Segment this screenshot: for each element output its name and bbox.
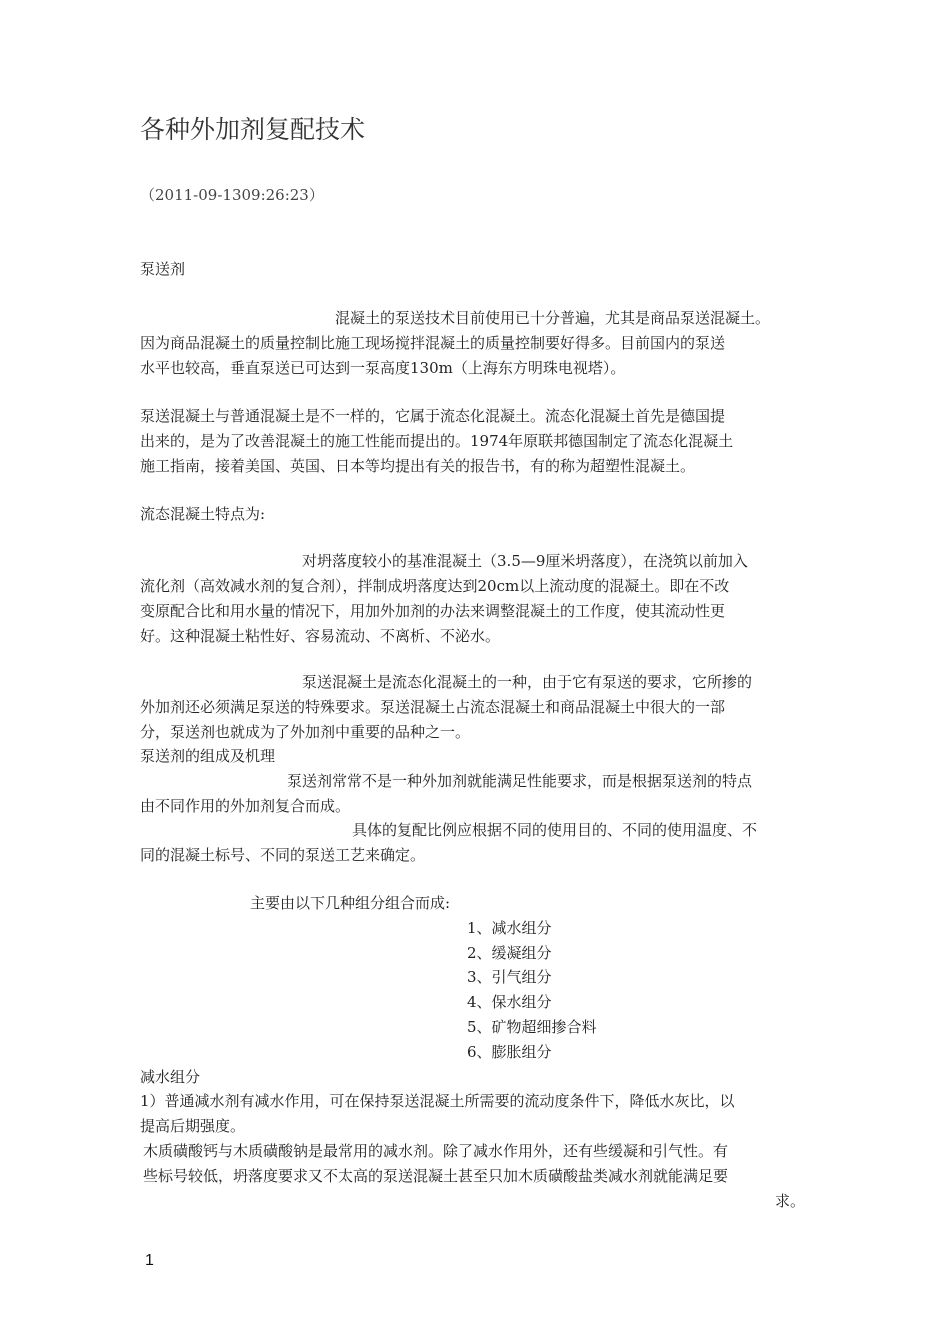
component-item: 1、减水组分 xyxy=(467,919,552,937)
paragraph-line: 对坍落度较小的基准混凝土（3.5—9厘米坍落度），在浇筑以前加入 xyxy=(302,552,748,570)
paragraph-line: 施工指南，接着美国、英国、日本等均提出有关的报告书，有的称为超塑性混凝土。 xyxy=(140,457,696,475)
paragraph-line: 分，泵送剂也就成为了外加剂中重要的品种之一。 xyxy=(140,723,471,741)
component-item: 6、膨胀组分 xyxy=(467,1043,552,1061)
heading-pump-agent: 泵送剂 xyxy=(140,260,186,278)
paragraph-line: 提高后期强度。 xyxy=(140,1117,246,1135)
paragraph-line: 外加剂还必须满足泵送的特殊要求。泵送混凝土占流态混凝土和商品混凝土中很大的一部 xyxy=(140,698,726,716)
heading-mechanism: 泵送剂的组成及机理 xyxy=(140,747,276,765)
paragraph-line: 由不同作用的外加剂复合而成。 xyxy=(140,797,351,815)
component-item: 3、引气组分 xyxy=(467,968,552,986)
publish-date: （2011-09-1309:26:23） xyxy=(140,186,324,204)
paragraph-line: 泵送混凝土是流态化混凝土的一种，由于它有泵送的要求，它所掺的 xyxy=(302,673,753,691)
paragraph-line: 木质磺酸钙与木质磺酸钠是最常用的减水剂。除了减水作用外，还有些缓凝和引气性。有 xyxy=(143,1142,729,1160)
document-title: 各种外加剂复配技术 xyxy=(140,115,366,144)
paragraph-line: 泵送剂常常不是一种外加剂就能满足性能要求，而是根据泵送剂的特点 xyxy=(287,772,753,790)
page-number: 1 xyxy=(145,1252,154,1269)
components-intro: 主要由以下几种组分组合而成: xyxy=(250,894,451,912)
paragraph-line: 因为商品混凝土的质量控制比施工现场搅拌混凝土的质量控制要好得多。目前国内的泵送 xyxy=(140,334,726,352)
paragraph-line: 好。这种混凝土粘性好、容易流动、不离析、不泌水。 xyxy=(140,627,501,645)
component-item: 4、保水组分 xyxy=(467,993,552,1011)
paragraph-line: 水平也较高，垂直泵送已可达到一泵高度130m（上海东方明珠电视塔）。 xyxy=(140,359,626,377)
component-item: 5、矿物超细掺合料 xyxy=(467,1018,597,1036)
paragraph-line: 同的混凝土标号、不同的泵送工艺来确定。 xyxy=(140,846,426,864)
paragraph-line: 泵送混凝土与普通混凝土是不一样的，它属于流态化混凝土。流态化混凝土首先是德国提 xyxy=(140,407,726,425)
paragraph-line: 些标号较低，坍落度要求又不太高的泵送混凝土甚至只加木质磺酸盐类减水剂就能满足要 xyxy=(143,1167,729,1185)
heading-water-reducing: 减水组分 xyxy=(140,1068,201,1086)
heading-features: 流态混凝土特点为: xyxy=(140,505,266,523)
paragraph-line: 求。 xyxy=(775,1192,806,1210)
paragraph-line: 具体的复配比例应根据不同的使用目的、不同的使用温度、不 xyxy=(352,821,758,839)
paragraph-line: 出来的，是为了改善混凝土的施工性能而提出的。1974年原联邦德国制定了流态化混凝土 xyxy=(140,432,734,450)
paragraph-line: 1）普通减水剂有减水作用，可在保持泵送混凝土所需要的流动度条件下，降低水灰比，以 xyxy=(140,1092,735,1110)
paragraph-line: 混凝土的泵送技术目前使用已十分普遍，尤其是商品泵送混凝土。 xyxy=(335,309,771,327)
component-item: 2、缓凝组分 xyxy=(467,944,552,962)
paragraph-line: 流化剂（高效减水剂的复合剂），拌制成坍落度达到20cm以上流动度的混凝土。即在不改 xyxy=(140,577,730,595)
paragraph-line: 变原配合比和用水量的情况下，用加外加剂的办法来调整混凝土的工作度，使其流动性更 xyxy=(140,602,726,620)
